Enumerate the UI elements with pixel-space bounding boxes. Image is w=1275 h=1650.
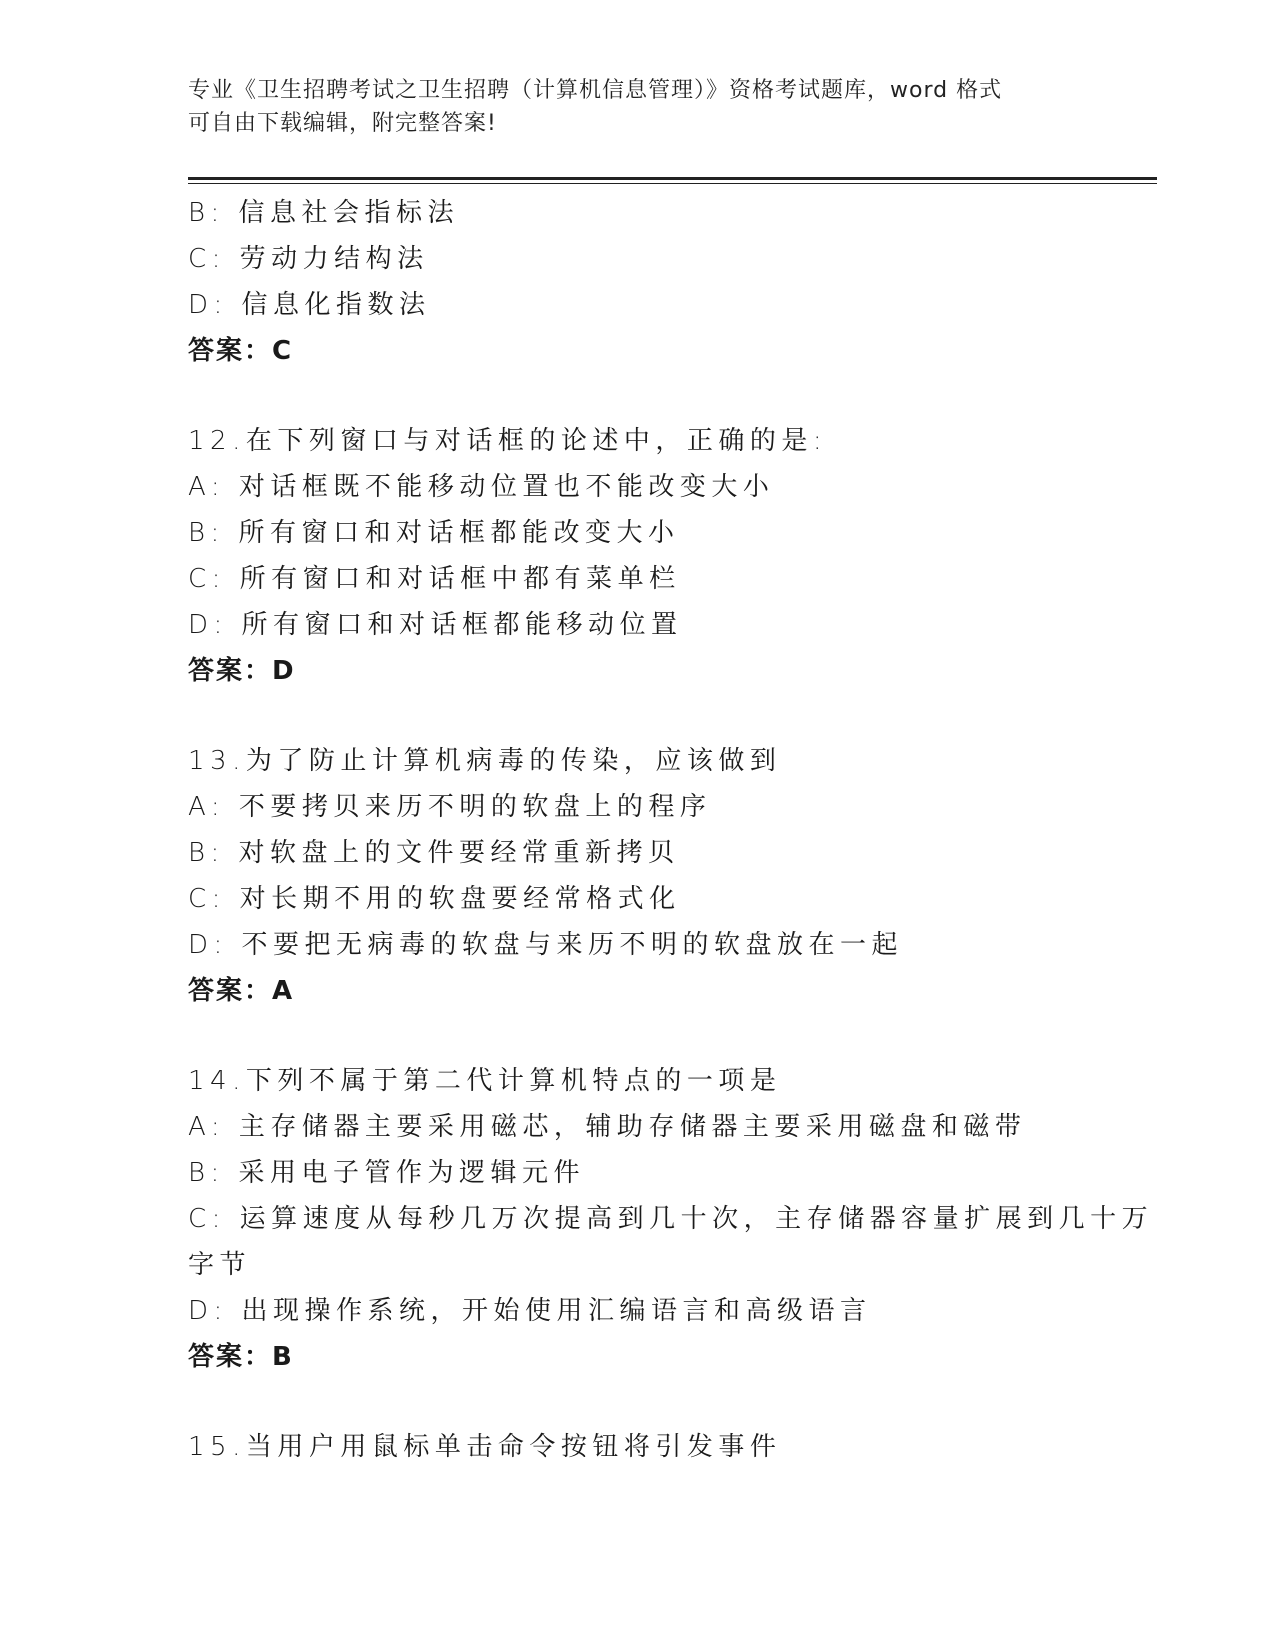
option-b: B: 对软盘上的文件要经常重新拷贝 — [188, 838, 680, 868]
question-text: 15.当用户用鼠标单击命令按钮将引发事件 — [188, 1432, 782, 1462]
question-15 — [188, 1424, 1148, 1470]
question-12 — [188, 418, 1148, 694]
option-a: A: 主存储器主要采用磁芯，辅助存储器主要采用磁盘和磁带 — [188, 1112, 1027, 1142]
option-c: C: 运算速度从每秒几万次提高到几十次，主存储器容量扩展到几十万 — [188, 1204, 1154, 1234]
spacer — [188, 694, 1148, 738]
option-d: D: 不要把无病毒的软盘与来历不明的软盘放在一起 — [188, 930, 904, 960]
document-header — [188, 74, 1078, 140]
answer-line: 答案：A — [188, 976, 295, 1006]
question-13 — [188, 738, 1148, 1014]
spacer — [188, 1380, 1148, 1424]
option-c: C: 对长期不用的软盘要经常格式化 — [188, 884, 681, 914]
document-body — [188, 190, 1154, 1470]
option-a: A: 对话框既不能移动位置也不能改变大小 — [188, 472, 775, 502]
option-c-continued: 字节 — [188, 1250, 252, 1280]
question-text: 12.在下列窗口与对话框的论述中，正确的是: — [188, 426, 828, 456]
spacer — [188, 374, 1148, 418]
spacer — [188, 1014, 1148, 1058]
option-c: C: 劳动力结构法 — [188, 244, 429, 274]
option-d: D: 出现操作系统，开始使用汇编语言和高级语言 — [188, 1296, 872, 1326]
question-text: 13.为了防止计算机病毒的传染，应该做到 — [188, 746, 782, 776]
option-c: C: 所有窗口和对话框中都有菜单栏 — [188, 564, 681, 594]
option-b: B: 采用电子管作为逻辑元件 — [188, 1158, 586, 1188]
answer-line: 答案：D — [188, 656, 296, 686]
option-a: A: 不要拷贝来历不明的软盘上的程序 — [188, 792, 712, 822]
option-b: B: 所有窗口和对话框都能改变大小 — [188, 518, 680, 548]
header-divider-thin — [188, 183, 1157, 184]
question-11-tail — [188, 190, 1148, 374]
question-text: 14.下列不属于第二代计算机特点的一项是 — [188, 1066, 782, 1096]
option-b: B: 信息社会指标法 — [188, 198, 460, 228]
header-line-1: 专业《卫生招聘考试之卫生招聘（计算机信息管理）》资格考试题库，word 格式 — [188, 78, 1003, 103]
option-d: D: 所有窗口和对话框都能移动位置 — [188, 610, 683, 640]
question-14 — [188, 1058, 1154, 1380]
answer-line: 答案：C — [188, 336, 294, 366]
header-line-2: 可自由下载编辑，附完整答案! — [188, 111, 497, 136]
header-divider-thick — [188, 177, 1157, 180]
option-d: D: 信息化指数法 — [188, 290, 431, 320]
answer-line: 答案：B — [188, 1342, 294, 1372]
